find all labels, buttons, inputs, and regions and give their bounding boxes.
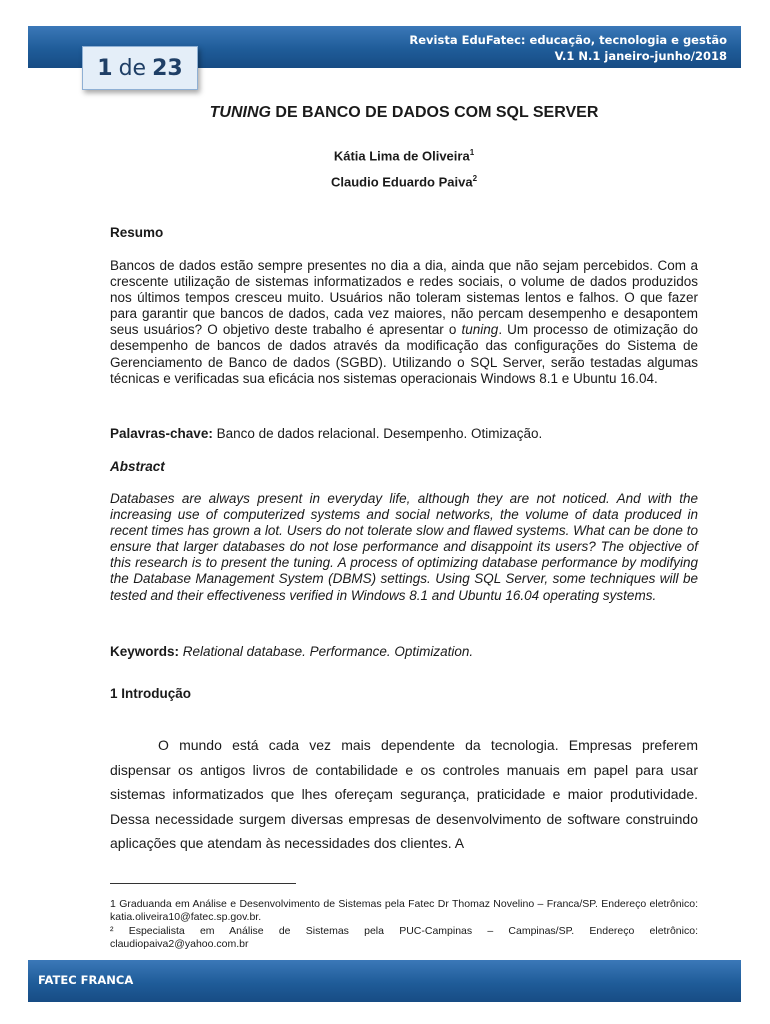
author-1	[110, 148, 698, 163]
abstract-text: Databases are always present in everyday life, although they are not noticed. And with the increasing use of computerized systems and social networks, the volume of data produced in recent times has grown a lot. Users do not tolerate slow and flawed systems. What can be done to ensure that larger databases do not lose performance and disappoint its users? The objective of this research is to present the tuning. A process of optimizing database performance by modifying the Database Management System (DBMS) settings. Using SQL Server, some techniques will be tested and their effectiveness verified in Windows 8.1 and Ubuntu 16.04 operating systems.	[110, 491, 698, 603]
footer-label: FATEC FRANCA	[38, 973, 134, 987]
journal-info	[409, 32, 727, 64]
footer-band	[28, 960, 741, 1002]
section-heading-introducao: 1 Introdução	[110, 686, 192, 701]
introducao-text: O mundo está cada vez mais dependente da tecnologia. Empresas preferem dispensar os antigos livros de contabilidade e os controles manuais em papel para usar sistemas informatizados que lhes ofereçam segurança, praticidade e maior produtividade. Dessa necessidade surgem diversas empresas de desenvolvimento de software construindo aplicações que atendam às necessidades dos clientes. A	[110, 737, 698, 851]
abstract-heading: Abstract	[110, 459, 165, 474]
footnote-2: ² Especialista em Análise de Sistemas pela PUC-Campinas – Campinas/SP. Endereço eletrônico: claudiopaiva2@yahoo.com.br	[110, 925, 698, 950]
footnote-1: 1 Graduanda em Análise e Desenvolvimento de Sistemas pela Fatec Dr Thomaz Novelino – Franca/SP. Endereço eletrônico: katia.oliveira10@fatec.sp.gov.br.	[110, 898, 698, 923]
author-name: Claudio Eduardo Paiva	[330, 174, 473, 190]
journal-volume: V.1 N.1 janeiro-junho/2018	[554, 49, 727, 63]
page-total: 23	[152, 55, 183, 81]
author-footnote-ref: 1	[469, 148, 475, 157]
keywords-label: Keywords:	[110, 644, 180, 659]
page-indicator	[82, 46, 198, 90]
title-rest: DE BANCO DE DADOS COM SQL SERVER	[270, 104, 599, 121]
author-2	[110, 174, 698, 189]
resumo-heading: Resumo	[110, 225, 164, 240]
palavras-chave-label: Palavras-chave:	[110, 426, 213, 441]
title-italic: TUNING	[209, 104, 271, 121]
page-current: 1	[97, 55, 113, 81]
footnote-divider	[110, 883, 296, 884]
palavras-chave	[110, 426, 698, 442]
keywords-text: Relational database. Performance. Optimization.	[179, 644, 474, 659]
paper-title	[110, 104, 698, 122]
resumo-text: Bancos de dados estão sempre presentes no dia a dia, ainda que não sejam percebidos. Com a crescente utilização de sistemas informatizados e redes sociais, o volume de dados produzidos nos últimos tempos cresceu muito. Usuários não toleram sistemas lentos e falhos. O que fazer para garantir que bancos de dados, cada vez maiores, não percam desempenho e desapontem seus usuários? O objetivo deste trabalho é apresentar o tuning. Um processo de otimização do desempenho de bancos de dados através da modificação das configurações do Sistema de Gerenciamento de Banco de dados (SGBD). Utilizando o SQL Server, serão testadas algumas técnicas e verificadas sua eficácia nos sistemas operacionais Windows 8.1 e Ubuntu 16.04.	[110, 258, 698, 386]
author-footnote-ref: 2	[472, 174, 478, 183]
palavras-chave-text: Banco de dados relacional. Desempenho. Otimização.	[212, 426, 543, 441]
keywords	[110, 644, 698, 660]
journal-title: Revista EduFatec: educação, tecnologia e gestão	[409, 33, 727, 47]
page-of: de	[118, 55, 147, 81]
author-name: Kátia Lima de Oliveira	[333, 148, 470, 164]
